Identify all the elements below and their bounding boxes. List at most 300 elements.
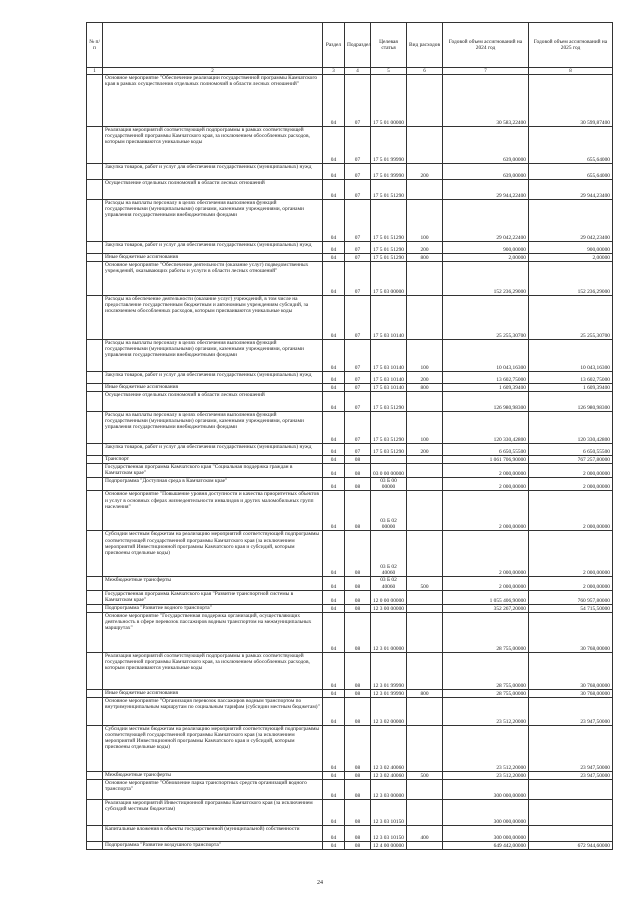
table-header bbox=[87, 23, 613, 68]
table-row bbox=[87, 841, 613, 849]
row-vid-cell: 200 bbox=[407, 242, 443, 254]
row-num-cell bbox=[87, 254, 103, 262]
index-cell: 8 bbox=[529, 68, 613, 75]
row-razdel-cell: 04 bbox=[323, 444, 345, 456]
row-razdel-cell: 04 bbox=[323, 825, 345, 841]
row-num-cell bbox=[87, 464, 103, 478]
row-2025-cell: 1 609,39400 bbox=[529, 384, 613, 392]
row-num-cell bbox=[87, 127, 103, 164]
row-target-cell: 17 5 01 51290 bbox=[371, 180, 407, 200]
row-target-cell: 17 5 03 51290 bbox=[371, 412, 407, 444]
row-target-cell: 17 5 01 99990 bbox=[371, 127, 407, 164]
header-name bbox=[103, 23, 323, 68]
row-target-cell: 12 0 00 00000 bbox=[371, 590, 407, 604]
row-razdel-cell: 04 bbox=[323, 771, 345, 779]
row-target-cell: 17 5 01 51290 bbox=[371, 242, 407, 254]
row-name-cell: Иные бюджетные ассигнования bbox=[103, 689, 323, 697]
table-row bbox=[87, 392, 613, 412]
table-row bbox=[87, 372, 613, 384]
row-target-cell: 03 Б 02 40060 bbox=[371, 531, 407, 577]
row-podrazdel-cell: 07 bbox=[345, 200, 371, 242]
row-podrazdel-cell: 07 bbox=[345, 412, 371, 444]
row-name-cell: Расходы на выплаты персоналу в целях обеспечения выполнения функций государственными (муниципальными) органами, казенными учреждениями, органами управления государственными внебюджетными фондами bbox=[103, 412, 323, 444]
row-name-cell: Иные бюджетные ассигнования bbox=[103, 384, 323, 392]
row-razdel-cell: 04 bbox=[323, 841, 345, 849]
row-target-cell: 17 5 03 10140 bbox=[371, 372, 407, 384]
table-row bbox=[87, 464, 613, 478]
row-target-cell: 17 5 03 10140 bbox=[371, 384, 407, 392]
row-vid-cell bbox=[407, 478, 443, 491]
row-podrazdel-cell: 07 bbox=[345, 254, 371, 262]
row-num-cell bbox=[87, 841, 103, 849]
row-num-cell bbox=[87, 444, 103, 456]
row-vid-cell bbox=[407, 262, 443, 296]
row-vid-cell bbox=[407, 456, 443, 464]
row-razdel-cell: 04 bbox=[323, 180, 345, 200]
table-row bbox=[87, 478, 613, 491]
row-vid-cell bbox=[407, 697, 443, 725]
row-target-cell bbox=[371, 456, 407, 464]
header-target: Целевая статья bbox=[371, 23, 407, 68]
row-2025-cell: 2 000,00000 bbox=[529, 491, 613, 531]
row-name-cell: Закупка товаров, работ и услуг для обеспечения государственных (муниципальных) нужд bbox=[103, 444, 323, 456]
row-num-cell bbox=[87, 590, 103, 604]
row-2024-cell: 1 609,39400 bbox=[443, 384, 529, 392]
row-target-cell: 17 5 03 00000 bbox=[371, 262, 407, 296]
row-num-cell bbox=[87, 75, 103, 127]
row-2025-cell: 760 957,80000 bbox=[529, 590, 613, 604]
row-name-cell: Государственная программа Камчатского края "Социальная поддержка граждан в Камчатском крае" bbox=[103, 464, 323, 478]
row-num-cell bbox=[87, 200, 103, 242]
row-razdel-cell: 04 bbox=[323, 725, 345, 771]
row-num-cell bbox=[87, 372, 103, 384]
row-podrazdel-cell: 08 bbox=[345, 491, 371, 531]
row-target-cell: 12 3 03 00000 bbox=[371, 779, 407, 799]
row-vid-cell bbox=[407, 180, 443, 200]
row-2025-cell: 30 768,00000 bbox=[529, 612, 613, 652]
row-name-cell: Реализация мероприятий Инвестиционной программы Камчатского края (за исключением субсидий местным бюджетам) bbox=[103, 799, 323, 825]
table-row bbox=[87, 771, 613, 779]
row-target-cell: 12 3 00 00000 bbox=[371, 604, 407, 612]
row-vid-cell bbox=[407, 127, 443, 164]
row-name-cell: Основное мероприятие "Повышение уровня доступности и качества приоритетных объектов и услуг в основных сферах жизнедеятельности инвалидов и других маломобильных групп населения" bbox=[103, 491, 323, 531]
row-2025-cell: 30 768,00000 bbox=[529, 689, 613, 697]
row-2024-cell: 28 755,00000 bbox=[443, 612, 529, 652]
row-vid-cell: 400 bbox=[407, 825, 443, 841]
row-razdel-cell: 04 bbox=[323, 478, 345, 491]
table-row bbox=[87, 127, 613, 164]
row-2025-cell: 6 650,55500 bbox=[529, 444, 613, 456]
table-row bbox=[87, 779, 613, 799]
row-2024-cell: 2 000,00000 bbox=[443, 478, 529, 491]
row-2025-cell: 29 944,23400 bbox=[529, 180, 613, 200]
row-razdel-cell: 04 bbox=[323, 384, 345, 392]
row-razdel-cell: 04 bbox=[323, 577, 345, 590]
row-vid-cell bbox=[407, 590, 443, 604]
row-podrazdel-cell: 08 bbox=[345, 689, 371, 697]
table-row bbox=[87, 604, 613, 612]
row-podrazdel-cell: 07 bbox=[345, 242, 371, 254]
row-vid-cell bbox=[407, 725, 443, 771]
row-razdel-cell: 04 bbox=[323, 531, 345, 577]
index-cell: 4 bbox=[345, 68, 371, 75]
row-2025-cell: 23 947,50000 bbox=[529, 697, 613, 725]
row-num-cell bbox=[87, 456, 103, 464]
table-row bbox=[87, 262, 613, 296]
row-target-cell: 17 5 03 51290 bbox=[371, 444, 407, 456]
row-name-cell: Расходы на выплаты персоналу в целях обеспечения выполнения функций государственными (муниципальными) органами, казенными учреждениями, органами управления государственными внебюджетными фондами bbox=[103, 340, 323, 372]
row-2024-cell: 126 980,98300 bbox=[443, 392, 529, 412]
row-2024-cell: 23 512,20000 bbox=[443, 725, 529, 771]
budget-table bbox=[86, 22, 613, 850]
index-cell: 2 bbox=[103, 68, 323, 75]
row-vid-cell: 100 bbox=[407, 340, 443, 372]
row-vid-cell: 800 bbox=[407, 689, 443, 697]
row-vid-cell bbox=[407, 296, 443, 340]
row-2025-cell: 2 000,00000 bbox=[529, 577, 613, 590]
row-num-cell bbox=[87, 164, 103, 180]
row-target-cell: 03 0 00 00000 bbox=[371, 464, 407, 478]
row-2024-cell: 300 000,00000 bbox=[443, 779, 529, 799]
row-num-cell bbox=[87, 771, 103, 779]
row-vid-cell: 100 bbox=[407, 412, 443, 444]
header-podrazdel: Подраздел bbox=[345, 23, 371, 68]
budget-table-sheet bbox=[86, 22, 612, 850]
row-podrazdel-cell: 08 bbox=[345, 531, 371, 577]
table-row bbox=[87, 491, 613, 531]
row-podrazdel-cell: 08 bbox=[345, 652, 371, 689]
row-num-cell bbox=[87, 296, 103, 340]
row-razdel-cell: 04 bbox=[323, 590, 345, 604]
row-2025-cell bbox=[529, 779, 613, 799]
row-podrazdel-cell: 07 bbox=[345, 164, 371, 180]
row-vid-cell bbox=[407, 604, 443, 612]
table-row bbox=[87, 531, 613, 577]
table-row bbox=[87, 164, 613, 180]
row-2024-cell: 1 061 706,90000 bbox=[443, 456, 529, 464]
row-razdel-cell: 04 bbox=[323, 464, 345, 478]
row-num-cell bbox=[87, 689, 103, 697]
header-2025: Годовой объем ассигнований на 2025 год bbox=[529, 23, 613, 68]
row-2025-cell bbox=[529, 825, 613, 841]
row-2025-cell: 29 042,23400 bbox=[529, 200, 613, 242]
header-num: № п/п bbox=[87, 23, 103, 68]
row-2024-cell: 23 512,20000 bbox=[443, 697, 529, 725]
table-row bbox=[87, 254, 613, 262]
row-target-cell: 12 3 01 99990 bbox=[371, 689, 407, 697]
row-razdel-cell: 04 bbox=[323, 254, 345, 262]
row-razdel-cell: 04 bbox=[323, 612, 345, 652]
row-vid-cell bbox=[407, 799, 443, 825]
row-2024-cell: 28 755,00000 bbox=[443, 652, 529, 689]
row-num-cell bbox=[87, 697, 103, 725]
row-name-cell: Реализация мероприятий соответствующей подпрограммы в рамках соответствующей государственной программы Камчатского края, за исключением обособленных расходов, которым присваиваются уникальные коды bbox=[103, 652, 323, 689]
table-row bbox=[87, 577, 613, 590]
row-2025-cell: 126 980,98300 bbox=[529, 392, 613, 412]
row-target-cell: 03 Б 02 40060 bbox=[371, 577, 407, 590]
row-2024-cell: 300 000,00000 bbox=[443, 825, 529, 841]
row-target-cell: 17 5 01 99990 bbox=[371, 164, 407, 180]
row-name-cell: Основное мероприятие "Государственная поддержка организаций, осуществляющих деятельность в сфере перевозок пассажиров водным транспортом на межмуниципальных маршрутах" bbox=[103, 612, 323, 652]
row-razdel-cell: 04 bbox=[323, 262, 345, 296]
index-cell: 7 bbox=[443, 68, 529, 75]
row-num-cell bbox=[87, 779, 103, 799]
header-vid: Вид расходов bbox=[407, 23, 443, 68]
row-2025-cell: 13 602,75000 bbox=[529, 372, 613, 384]
row-2024-cell: 1 055 406,90000 bbox=[443, 590, 529, 604]
row-podrazdel-cell: 07 bbox=[345, 340, 371, 372]
row-vid-cell bbox=[407, 531, 443, 577]
row-razdel-cell: 04 bbox=[323, 491, 345, 531]
index-cell: 5 bbox=[371, 68, 407, 75]
row-2025-cell: 25 255,30700 bbox=[529, 296, 613, 340]
row-razdel-cell: 04 bbox=[323, 689, 345, 697]
row-vid-cell: 800 bbox=[407, 254, 443, 262]
row-podrazdel-cell: 08 bbox=[345, 590, 371, 604]
row-razdel-cell: 04 bbox=[323, 456, 345, 464]
row-2025-cell: 2 000,00000 bbox=[529, 478, 613, 491]
row-name-cell: Закупка товаров, работ и услуг для обеспечения государственных (муниципальных) нужд bbox=[103, 372, 323, 384]
row-podrazdel-cell: 08 bbox=[345, 799, 371, 825]
row-name-cell: Закупка товаров, работ и услуг для обеспечения государственных (муниципальных) нужд bbox=[103, 242, 323, 254]
row-name-cell: Основное мероприятие "Обеспечение реализации государственной программы Камчатского края в рамках осуществления отдельных полномочий в области лесных отношений" bbox=[103, 75, 323, 127]
row-podrazdel-cell: 08 bbox=[345, 779, 371, 799]
row-2025-cell: 10 043,16300 bbox=[529, 340, 613, 372]
row-vid-cell: 800 bbox=[407, 384, 443, 392]
row-vid-cell: 500 bbox=[407, 577, 443, 590]
row-podrazdel-cell: 08 bbox=[345, 771, 371, 779]
index-cell: 1 bbox=[87, 68, 103, 75]
row-2024-cell: 13 602,75000 bbox=[443, 372, 529, 384]
row-target-cell: 17 5 01 00000 bbox=[371, 75, 407, 127]
row-2025-cell: 30 768,00000 bbox=[529, 652, 613, 689]
table-row bbox=[87, 689, 613, 697]
row-target-cell: 12 3 03 10150 bbox=[371, 799, 407, 825]
row-2024-cell: 639,00000 bbox=[443, 164, 529, 180]
row-podrazdel-cell: 07 bbox=[345, 262, 371, 296]
row-name-cell: Основное мероприятие "Обновление парка транспортных средств организаций водного транспорта" bbox=[103, 779, 323, 799]
row-name-cell: Расходы на выплаты персоналу в целях обеспечения выполнения функций государственными (муниципальными) органами, казенными учреждениями, органами управления государственными внебюджетными фондами bbox=[103, 200, 323, 242]
row-name-cell: Субсидии местным бюджетам на реализацию мероприятий соответствующей подпрограммы соответствующей государственной программы Камчатского края (за исключением мероприятий Инвестиционной программы Камчатского края и субсидий, которым присвоены отдельные коды) bbox=[103, 531, 323, 577]
row-2025-cell: 120 330,42800 bbox=[529, 412, 613, 444]
row-num-cell bbox=[87, 652, 103, 689]
row-2024-cell: 30 583,22400 bbox=[443, 75, 529, 127]
header-razdel: Раздел bbox=[323, 23, 345, 68]
row-2024-cell: 10 043,16300 bbox=[443, 340, 529, 372]
row-num-cell bbox=[87, 799, 103, 825]
row-vid-cell bbox=[407, 392, 443, 412]
table-row bbox=[87, 590, 613, 604]
row-2025-cell: 2 000,00000 bbox=[529, 531, 613, 577]
row-target-cell: 12 3 03 10150 bbox=[371, 825, 407, 841]
row-name-cell: Межбюджетные трансферты bbox=[103, 577, 323, 590]
row-podrazdel-cell: 07 bbox=[345, 296, 371, 340]
column-index-row bbox=[87, 68, 613, 75]
row-vid-cell bbox=[407, 464, 443, 478]
row-num-cell bbox=[87, 180, 103, 200]
row-num-cell bbox=[87, 577, 103, 590]
table-row bbox=[87, 444, 613, 456]
row-razdel-cell: 04 bbox=[323, 697, 345, 725]
row-num-cell bbox=[87, 604, 103, 612]
row-target-cell: 17 5 03 10140 bbox=[371, 296, 407, 340]
row-vid-cell: 200 bbox=[407, 164, 443, 180]
row-razdel-cell: 04 bbox=[323, 652, 345, 689]
row-name-cell: Расходы на обеспечение деятельности (оказание услуг) учреждений, в том числе на предоставление государственным бюджетным и автономным учреждениям субсидий, за исключением обособленных расходов, которым присваиваются уникальные коды bbox=[103, 296, 323, 340]
row-razdel-cell: 04 bbox=[323, 799, 345, 825]
row-target-cell: 03 Б 00 00000 bbox=[371, 478, 407, 491]
row-vid-cell: 200 bbox=[407, 372, 443, 384]
row-2025-cell: 30 599,87400 bbox=[529, 75, 613, 127]
row-2024-cell: 2 000,00000 bbox=[443, 531, 529, 577]
row-2025-cell: 54 715,50000 bbox=[529, 604, 613, 612]
row-2024-cell: 28 755,00000 bbox=[443, 689, 529, 697]
row-target-cell: 17 5 01 51290 bbox=[371, 200, 407, 242]
table-row bbox=[87, 725, 613, 771]
row-num-cell bbox=[87, 725, 103, 771]
row-razdel-cell: 04 bbox=[323, 296, 345, 340]
row-podrazdel-cell: 07 bbox=[345, 372, 371, 384]
row-vid-cell bbox=[407, 491, 443, 531]
row-2025-cell bbox=[529, 799, 613, 825]
row-podrazdel-cell: 08 bbox=[345, 725, 371, 771]
table-row bbox=[87, 340, 613, 372]
row-podrazdel-cell: 08 bbox=[345, 604, 371, 612]
row-razdel-cell: 04 bbox=[323, 604, 345, 612]
index-cell: 6 bbox=[407, 68, 443, 75]
row-razdel-cell: 04 bbox=[323, 392, 345, 412]
row-vid-cell: 100 bbox=[407, 200, 443, 242]
row-podrazdel-cell: 08 bbox=[345, 612, 371, 652]
row-razdel-cell: 04 bbox=[323, 164, 345, 180]
row-2024-cell: 6 650,55500 bbox=[443, 444, 529, 456]
row-vid-cell: 500 bbox=[407, 771, 443, 779]
row-razdel-cell: 04 bbox=[323, 412, 345, 444]
row-razdel-cell: 04 bbox=[323, 779, 345, 799]
row-num-cell bbox=[87, 531, 103, 577]
row-2025-cell: 655,64000 bbox=[529, 127, 613, 164]
row-podrazdel-cell: 07 bbox=[345, 444, 371, 456]
row-vid-cell bbox=[407, 841, 443, 849]
row-name-cell: Осуществление отдельных полномочий в области лесных отношений bbox=[103, 180, 323, 200]
row-vid-cell bbox=[407, 779, 443, 799]
row-name-cell: Субсидии местным бюджетам на реализацию мероприятий соответствующей подпрограммы соответствующей государственной программы Камчатского края (за исключением мероприятий Инвестиционной программы Камчатского края и субсидий, которым присвоены отдельные коды) bbox=[103, 725, 323, 771]
row-target-cell: 12 3 01 99990 bbox=[371, 652, 407, 689]
row-target-cell: 12 3 02 40060 bbox=[371, 771, 407, 779]
row-2024-cell: 2 000,00000 bbox=[443, 491, 529, 531]
row-razdel-cell: 04 bbox=[323, 200, 345, 242]
row-name-cell: Реализация мероприятий соответствующей подпрограммы в рамках соответствующей государственной программы Камчатского края, за исключением обособленных расходов, которым присваиваются уникальные коды bbox=[103, 127, 323, 164]
row-name-cell: Межбюджетные трансферты bbox=[103, 771, 323, 779]
row-vid-cell bbox=[407, 652, 443, 689]
row-2024-cell: 152 236,29000 bbox=[443, 262, 529, 296]
row-target-cell: 12 3 02 00000 bbox=[371, 697, 407, 725]
row-num-cell bbox=[87, 392, 103, 412]
row-2024-cell: 300 000,00000 bbox=[443, 799, 529, 825]
row-2024-cell: 649 442,00000 bbox=[443, 841, 529, 849]
row-target-cell: 03 Б 02 00000 bbox=[371, 491, 407, 531]
row-2025-cell: 900,00000 bbox=[529, 242, 613, 254]
row-2024-cell: 29 042,22400 bbox=[443, 200, 529, 242]
row-num-cell bbox=[87, 242, 103, 254]
row-name-cell: Подпрограмма "Развитие воздушного транспорта" bbox=[103, 841, 323, 849]
row-2025-cell: 2 000,00000 bbox=[529, 464, 613, 478]
row-2025-cell: 672 944,60000 bbox=[529, 841, 613, 849]
row-2024-cell: 29 944,22400 bbox=[443, 180, 529, 200]
row-num-cell bbox=[87, 262, 103, 296]
row-name-cell: Капитальные вложения в объекты государственной (муниципальной) собственности bbox=[103, 825, 323, 841]
row-target-cell: 12 3 01 00000 bbox=[371, 612, 407, 652]
row-2025-cell: 2,00000 bbox=[529, 254, 613, 262]
row-name-cell: Подпрограмма "Развитие водного транспорта" bbox=[103, 604, 323, 612]
row-target-cell: 17 5 03 51290 bbox=[371, 392, 407, 412]
row-name-cell: Закупка товаров, работ и услуг для обеспечения государственных (муниципальных) нужд bbox=[103, 164, 323, 180]
row-2024-cell: 120 330,42800 bbox=[443, 412, 529, 444]
table-row bbox=[87, 242, 613, 254]
row-2024-cell: 639,00000 bbox=[443, 127, 529, 164]
row-target-cell: 17 5 03 10140 bbox=[371, 340, 407, 372]
row-razdel-cell: 04 bbox=[323, 340, 345, 372]
row-podrazdel-cell: 08 bbox=[345, 464, 371, 478]
row-2024-cell: 352 267,20000 bbox=[443, 604, 529, 612]
row-num-cell bbox=[87, 384, 103, 392]
row-vid-cell bbox=[407, 612, 443, 652]
row-target-cell: 17 5 01 51290 bbox=[371, 254, 407, 262]
row-podrazdel-cell: 07 bbox=[345, 180, 371, 200]
row-podrazdel-cell: 08 bbox=[345, 825, 371, 841]
table-row bbox=[87, 200, 613, 242]
row-num-cell bbox=[87, 412, 103, 444]
row-num-cell bbox=[87, 340, 103, 372]
row-name-cell: Осуществление отдельных полномочий в области лесных отношений bbox=[103, 392, 323, 412]
row-2024-cell: 2 000,00000 bbox=[443, 464, 529, 478]
table-row bbox=[87, 296, 613, 340]
row-target-cell: 12 4 00 00000 bbox=[371, 841, 407, 849]
table-row bbox=[87, 652, 613, 689]
row-2024-cell: 23 512,20000 bbox=[443, 771, 529, 779]
row-2025-cell: 767 257,80000 bbox=[529, 456, 613, 464]
table-row bbox=[87, 697, 613, 725]
table-row bbox=[87, 412, 613, 444]
row-razdel-cell: 04 bbox=[323, 242, 345, 254]
page-number: 24 bbox=[317, 880, 323, 886]
row-2025-cell: 23 947,50000 bbox=[529, 771, 613, 779]
table-row bbox=[87, 612, 613, 652]
row-podrazdel-cell: 07 bbox=[345, 392, 371, 412]
table-row bbox=[87, 75, 613, 127]
row-razdel-cell: 04 bbox=[323, 75, 345, 127]
row-2024-cell: 900,00000 bbox=[443, 242, 529, 254]
row-podrazdel-cell: 08 bbox=[345, 841, 371, 849]
row-num-cell bbox=[87, 825, 103, 841]
row-target-cell: 12 3 02 40060 bbox=[371, 725, 407, 771]
row-razdel-cell: 04 bbox=[323, 372, 345, 384]
row-num-cell bbox=[87, 612, 103, 652]
row-2025-cell: 655,64000 bbox=[529, 164, 613, 180]
table-row bbox=[87, 456, 613, 464]
row-vid-cell bbox=[407, 75, 443, 127]
row-podrazdel-cell: 08 bbox=[345, 697, 371, 725]
row-razdel-cell: 04 bbox=[323, 127, 345, 164]
row-2025-cell: 23 947,50000 bbox=[529, 725, 613, 771]
row-name-cell: Основное мероприятие "Организация перевозок пассажиров водным транспортом по внутримуниципальным маршрутам по социальным тарифам (субсидии местным бюджетам)" bbox=[103, 697, 323, 725]
row-podrazdel-cell: 08 bbox=[345, 478, 371, 491]
table-row bbox=[87, 799, 613, 825]
row-num-cell bbox=[87, 491, 103, 531]
row-name-cell: Иные бюджетные ассигнования bbox=[103, 254, 323, 262]
row-name-cell: Подпрограмма "Доступная среда в Камчатском крае" bbox=[103, 478, 323, 491]
row-podrazdel-cell: 08 bbox=[345, 577, 371, 590]
